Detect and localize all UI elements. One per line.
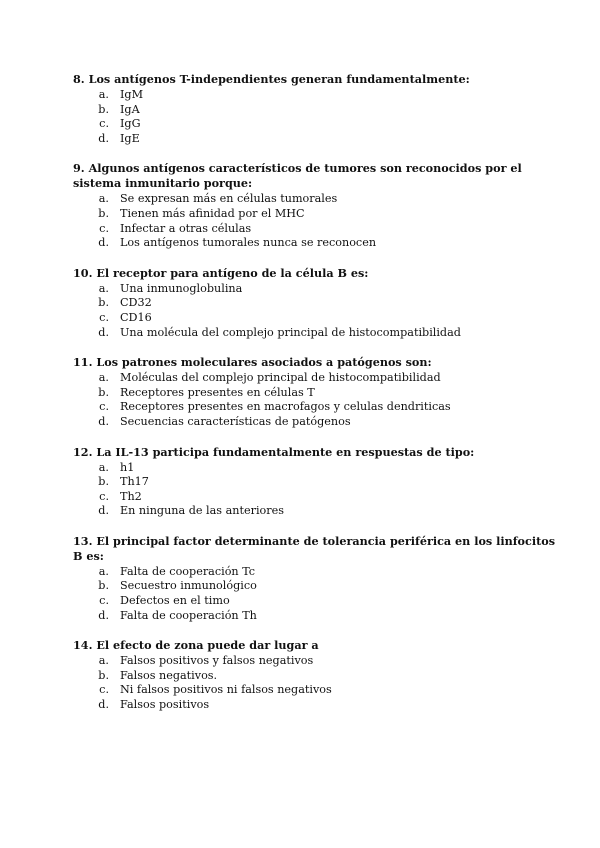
option-letter: c.: [99, 221, 109, 235]
option-text: Una inmunoglobulina: [120, 281, 243, 295]
option-text: IgG: [120, 117, 141, 131]
option-text: IgA: [120, 102, 140, 116]
answer-option: [73, 504, 560, 519]
option-letter: d.: [98, 414, 109, 428]
question-text: Los antígenos T-independientes generan fundamentalmente:: [88, 72, 470, 86]
answer-option: [73, 192, 560, 207]
question-block: [73, 355, 560, 429]
question-title: [73, 161, 560, 191]
option-text: Secuestro inmunológico: [120, 579, 257, 593]
answer-option: [73, 386, 560, 401]
option-letter: c.: [99, 400, 109, 414]
answer-option: [73, 565, 560, 580]
option-letter: b.: [98, 102, 109, 116]
question-block: [73, 161, 560, 250]
option-text: Ni falsos positivos ni falsos negativos: [120, 683, 332, 697]
question-block: [73, 72, 560, 146]
option-letter: d.: [98, 698, 109, 712]
answer-option: [73, 282, 560, 297]
question-text: El efecto de zona puede dar lugar a: [96, 638, 319, 653]
question-title: [73, 638, 560, 653]
option-letter: c.: [99, 594, 109, 608]
option-letter: c.: [99, 683, 109, 697]
answer-option: [73, 654, 560, 669]
answer-options: [73, 282, 560, 340]
option-text: Receptores presentes en células T: [120, 385, 315, 399]
answer-option: [73, 117, 560, 132]
question-number: 12.: [73, 444, 93, 459]
question-title: [73, 534, 560, 564]
option-text: Secuencias características de patógenos: [120, 414, 351, 428]
option-letter: a.: [98, 654, 109, 668]
answer-option: [73, 207, 560, 222]
question-text: Los patrones moleculares asociados a patógenos son:: [96, 355, 432, 370]
option-letter: d.: [98, 236, 109, 250]
answer-option: [73, 103, 560, 118]
option-letter: c.: [99, 310, 109, 324]
option-text: h1: [120, 460, 135, 474]
option-letter: a.: [98, 88, 109, 101]
question-block: [73, 445, 560, 519]
question-list: [73, 72, 560, 713]
question-text: La IL-13 participa fundamentalmente en respuestas de tipo:: [96, 444, 475, 459]
option-text: Th17: [120, 475, 149, 489]
option-text: IgE: [120, 131, 140, 145]
option-text: Falta de cooperación Tc: [120, 564, 256, 578]
option-text: Moléculas del complejo principal de histocompatibilidad: [120, 371, 441, 385]
option-text: Los antígenos tumorales nunca se reconocen: [120, 236, 377, 250]
answer-option: [73, 415, 560, 430]
answer-option: [73, 683, 560, 698]
option-letter: b.: [98, 296, 109, 310]
answer-options: [73, 565, 560, 623]
answer-option: [73, 594, 560, 609]
answer-option: [73, 236, 560, 251]
question-number: 11.: [73, 355, 93, 370]
answer-option: [73, 296, 560, 311]
question-text: El receptor para antígeno de la célula B es:: [96, 265, 369, 280]
question-block: [73, 638, 560, 712]
answer-options: [73, 461, 560, 519]
option-letter: d.: [98, 504, 109, 518]
option-text: CD16: [120, 310, 152, 324]
option-text: Tienen más afinidad por el MHC: [120, 206, 305, 220]
option-text: CD32: [120, 296, 152, 310]
question-number: 10.: [73, 265, 93, 280]
answer-options: [73, 371, 560, 429]
question-title: [73, 355, 560, 370]
option-letter: a.: [98, 460, 109, 474]
answer-option: [73, 461, 560, 476]
answer-option: [73, 698, 560, 713]
answer-option: [73, 132, 560, 147]
answer-option: [73, 326, 560, 341]
option-letter: a.: [98, 281, 109, 295]
answer-option: [73, 669, 560, 684]
option-letter: d.: [98, 131, 109, 145]
question-number: 13.: [73, 533, 93, 548]
answer-options: [73, 654, 560, 712]
option-letter: d.: [98, 608, 109, 622]
option-letter: b.: [98, 579, 109, 593]
question-title: [73, 445, 560, 460]
option-text: Infectar a otras células: [120, 221, 252, 235]
option-letter: b.: [98, 385, 109, 399]
option-letter: b.: [98, 475, 109, 489]
answer-option: [73, 88, 560, 103]
option-text: Una molécula del complejo principal de histocompatibilidad: [120, 325, 461, 339]
answer-option: [73, 222, 560, 237]
option-letter: b.: [98, 206, 109, 220]
answer-option: [73, 371, 560, 386]
option-text: En ninguna de las anteriores: [120, 504, 284, 518]
option-text: Falta de cooperación Th: [120, 608, 257, 622]
option-text: Falsos positivos: [120, 698, 210, 712]
question-number: 14.: [73, 638, 93, 653]
option-letter: c.: [99, 489, 109, 503]
answer-option: [73, 311, 560, 326]
option-letter: d.: [98, 325, 109, 339]
option-text: Falsos positivos y falsos negativos: [120, 654, 314, 668]
answer-option: [73, 609, 560, 624]
answer-options: [73, 88, 560, 146]
question-block: [73, 534, 560, 623]
question-number: 8.: [73, 72, 85, 86]
option-text: Falsos negativos.: [120, 668, 218, 682]
question-title: [73, 266, 560, 281]
answer-option: [73, 490, 560, 505]
answer-option: [73, 400, 560, 415]
answer-options: [73, 192, 560, 250]
option-text: Se expresan más en células tumorales: [120, 192, 338, 206]
question-text: Algunos antígenos característicos de tumores son reconocidos por el sistema inmunitario porque:: [73, 161, 522, 191]
option-text: Defectos en el timo: [120, 594, 230, 608]
option-letter: b.: [98, 668, 109, 682]
option-text: Receptores presentes en macrofagos y celulas dendriticas: [120, 400, 451, 414]
option-letter: a.: [98, 371, 109, 385]
option-letter: c.: [99, 117, 109, 131]
question-title: [73, 72, 560, 87]
option-text: IgM: [120, 88, 144, 101]
question-text: El principal factor determinante de tolerancia periférica en los linfocitos B es:: [73, 533, 556, 563]
option-letter: a.: [98, 192, 109, 206]
option-text: Th2: [120, 489, 142, 503]
question-number: 9.: [73, 161, 85, 176]
answer-option: [73, 475, 560, 490]
answer-option: [73, 579, 560, 594]
question-block: [73, 266, 560, 340]
option-letter: a.: [98, 564, 109, 578]
